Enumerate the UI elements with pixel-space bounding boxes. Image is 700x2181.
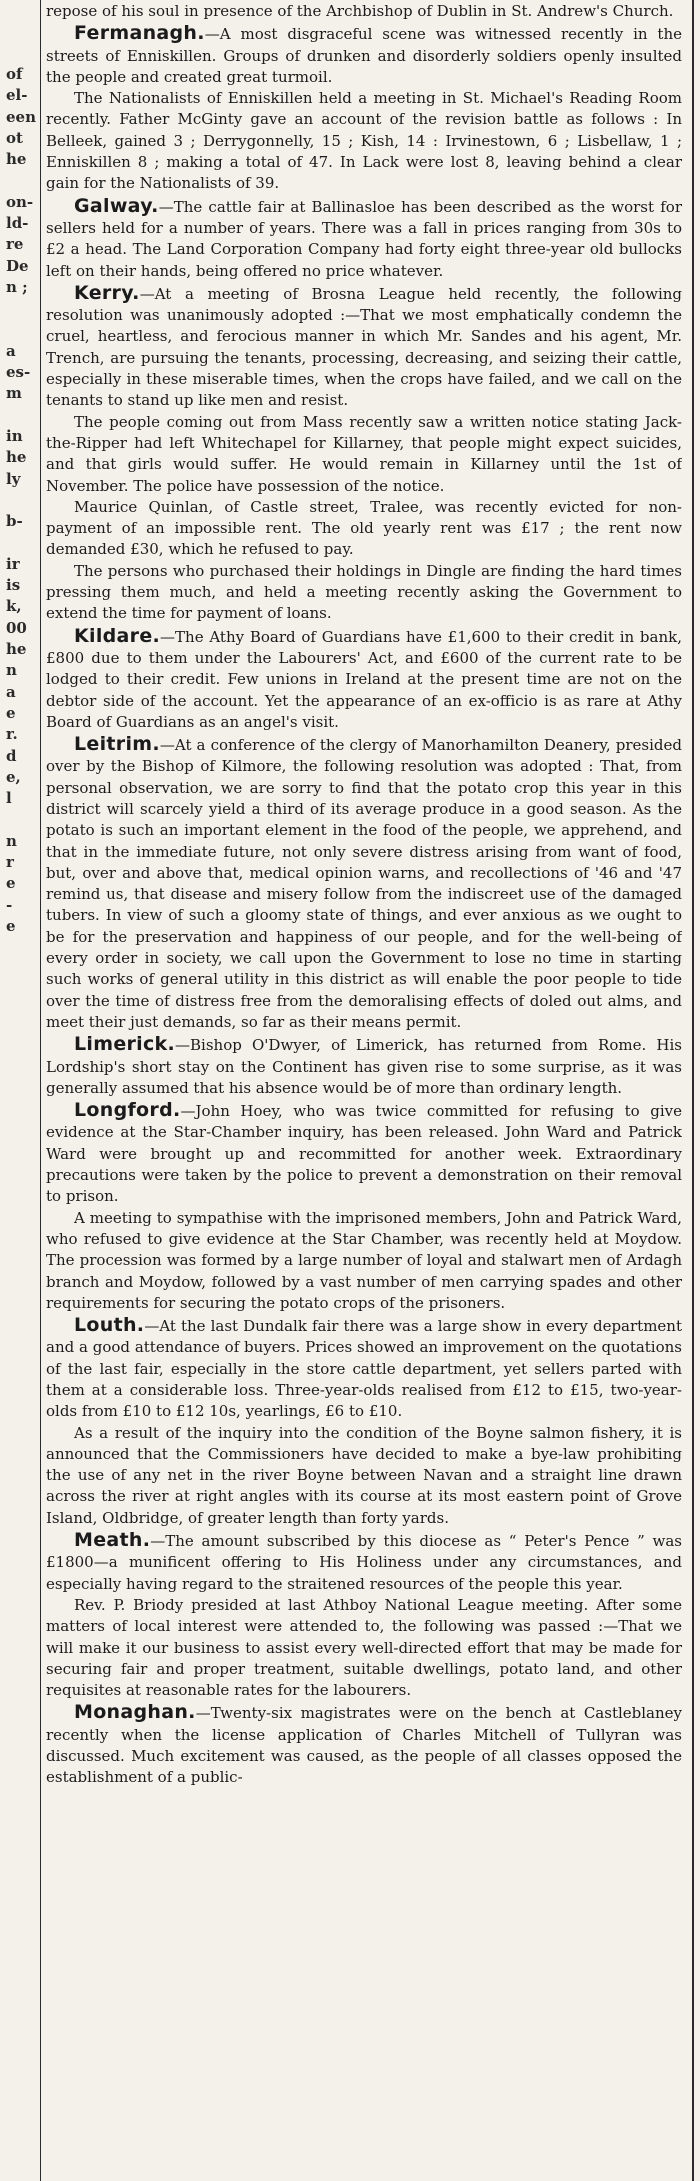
county-heading: Meath. — [74, 1529, 151, 1552]
news-column — [46, 0, 682, 2181]
news-paragraph — [46, 1595, 682, 1701]
margin-fragment: ld- — [6, 214, 29, 232]
paragraph-text: As a result of the inquiry into the condition of the Boyne salmon fishery, it is announced that the Commissioners have decided to make a bye-law prohibiting the use of any net in the river Boyne between Navan and a straight line drawn across the river at right angles with its course at its most eastern point of Grove Island, Oldbridge, of greater length than forty yards. — [46, 1423, 682, 1527]
news-paragraph — [46, 283, 682, 412]
county-heading: Longford. — [74, 1099, 181, 1122]
paragraph-text: Maurice Quinlan, of Castle street, Tralee, was recently evicted for non-payment of an impossible rent. The old yearly rent was £17 ; the rent now demanded £30, which he refused to pay. — [46, 497, 682, 559]
margin-fragment: e, — [6, 767, 21, 786]
paragraph-text: The people coming out from Mass recently saw a written notice stating Jack-the-Ripper had left Whitechapel for Killarney, that people might expect suicides, and that girls would suffer. He would remain in Killarney until the 1st of November. The police have possession of the notice. — [46, 412, 682, 495]
paragraph-text: —John Hoey, who was twice committed for refusing to give evidence at the Star-Chamber inquiry, has been released. John Ward and Patrick Ward were brought up and recommitted for another week. Extraordinary precautions were taken by the police to prevent a demonstration on their removal to prison. — [46, 1102, 682, 1206]
paragraph-text: —At a meeting of Brosna League held recently, the following resolution was unanimously adopted :—That we most emphatically condemn the cruel, heartless, and ferocious manner in which Mr. Sandes and his agent, Mr. Trench, are pursuing the tenants, processing, decreasing, and seizing their cattle, especially in these miserable times, when the crops have failed, and we call on the tenants to stand up like men and resist. — [46, 284, 682, 410]
margin-fragment: n — [6, 661, 17, 680]
news-paragraph — [46, 196, 682, 282]
margin-fragment: on- — [6, 192, 34, 211]
margin-fragment: he — [6, 150, 27, 169]
margin-fragment: he — [6, 640, 27, 658]
news-paragraph — [46, 1315, 682, 1422]
news-paragraph — [46, 1034, 682, 1099]
margin-fragment: a — [6, 682, 16, 701]
news-item — [46, 196, 682, 282]
news-item — [46, 1, 682, 22]
margin-fragment: 00 — [6, 618, 27, 637]
paragraph-text: —The cattle fair at Ballinasloe has been described as the worst for sellers held for a number of years. There was a fall in prices ranging from 30s to £2 a head. The Land Corporation Company had forty eight three-year old bullocks left on their hands, being offered no price whatever. — [46, 197, 682, 280]
news-paragraph — [46, 23, 682, 88]
news-paragraph — [46, 1, 682, 22]
paragraph-text: repose of his soul in presence of the Archbishop of Dublin in St. Andrew's Church. — [46, 2, 674, 20]
margin-fragment: el- — [6, 86, 28, 105]
county-heading: Kildare. — [74, 624, 161, 647]
margin-fragment: r — [6, 853, 14, 871]
margin-fragment: een — [6, 107, 36, 126]
county-heading: Kerry. — [74, 281, 140, 304]
margin-fragment: e — [6, 703, 16, 722]
margin-fragment: ir — [6, 554, 20, 573]
news-paragraph — [46, 626, 682, 733]
paragraph-text: —Bishop O'Dwyer, of Limerick, has returned from Rome. His Lordship's short stay on the Continent has given rise to some surprise, as it was generally assumed that his absence would be of more than ordinary length. — [46, 1036, 682, 1097]
margin-fragment: n — [6, 831, 17, 850]
paragraph-text: —A most disgraceful scene was witnessed recently in the streets of Enniskillen. Groups of drunken and disorderly soldiers openly insulted the people and created great turmoil. — [46, 25, 682, 86]
margin-fragment: of — [6, 64, 23, 83]
margin-fragment: ly — [6, 469, 21, 488]
margin-fragment: re — [6, 235, 24, 254]
news-paragraph — [46, 497, 682, 561]
margin-fragment: d — [6, 746, 17, 765]
news-paragraph — [46, 412, 682, 497]
news-item — [46, 283, 682, 625]
paragraph-text: Rev. P. Briody presided at last Athboy National League meeting. After some matters of local interest were attended to, the following was passed :—That we will make it our business to assist every well-directed effort that may be made for securing fair and proper treatment, suitable dwellings, potato land, and other requisites at reasonable rates for the labourers. — [46, 1595, 682, 1700]
news-paragraph — [46, 88, 682, 194]
news-paragraph — [46, 734, 682, 1033]
county-heading: Limerick. — [74, 1033, 176, 1056]
news-item — [46, 1702, 682, 1788]
paragraph-text: —At the last Dundalk fair there was a large show in every department and a good attendance of buyers. Prices showed an improvement on the quotations of the last fair, especially in the store cattle department, yet sellers parted with them at a considerable loss. Three-year-olds realised from £12 to £15, two-year-olds from £10 to £12 10s, yearlings, £6 to £10. — [46, 1317, 682, 1421]
paragraph-text: The persons who purchased their holdings in Dingle are finding the hard times pressing them much, and held a meeting recently asking the Government to extend the time for payment of loans. — [46, 561, 682, 623]
paragraph-text: A meeting to sympathise with the imprisoned members, John and Patrick Ward, who refused to give evidence at the Star Chamber, was recently held at Moydow. The procession was formed by a large number of loyal and stalwart men of Ardagh branch and Moydow, followed by a vast number of men carrying spades and other requirements for securing the potato crops of the prisoners. — [46, 1208, 682, 1312]
column-rule — [692, 0, 700, 2181]
margin-fragment: is — [6, 576, 21, 595]
news-paragraph — [46, 1100, 682, 1207]
news-item — [46, 1530, 682, 1701]
news-item — [46, 1034, 682, 1099]
county-heading: Galway. — [74, 194, 159, 217]
news-item — [46, 734, 682, 1033]
margin-fragment: m — [6, 384, 22, 403]
margin-fragment: a — [6, 341, 16, 360]
news-item — [46, 626, 682, 733]
margin-fragment: l — [6, 789, 12, 808]
margin-fragment: e — [6, 874, 16, 893]
county-heading: Fermanagh. — [74, 22, 205, 45]
paragraph-text: —The amount subscribed by this diocese as “ Peter's Pence ” was £1800—a munificent offering to His Holiness under any circumstances, and especially having regard to the straitened resources of the people this year. — [46, 1532, 682, 1593]
margin-fragment: e — [6, 916, 16, 935]
paragraph-text: —Twenty-six magistrates were on the bench at Castleblaney recently when the license application of Charles Mitchell of Tullyran was discussed. Much excitement was caused, as the people of all classes opposed the establishment of a public- — [46, 1704, 682, 1787]
margin-fragment: in — [6, 427, 23, 445]
adjacent-column-fragments — [0, 0, 41, 2181]
news-item — [46, 1100, 682, 1314]
county-heading: Monaghan. — [74, 1701, 196, 1724]
margin-fragment: - — [6, 895, 13, 914]
news-paragraph — [46, 1423, 682, 1529]
county-heading: Louth. — [74, 1314, 145, 1337]
margin-fragment: r. — [6, 725, 18, 744]
paragraph-text: The Nationalists of Enniskillen held a meeting in St. Michael's Reading Room recently. Father McGinty gave an account of the revision battle as follows : In Belleek, gained 3 ; Derrygonnelly, 15 ; Kish, 14 : Irvinestown, 6 ; Lisbellaw, 1 ; Enniskillen 8 ; making a total of 47. In Lack were lost 8, leaving behind a clear gain for the Nationalists of 39. — [46, 89, 682, 193]
margin-fragment: b- — [6, 512, 23, 531]
paragraph-text: —At a conference of the clergy of Manorhamilton Deanery, presided over by the Bishop of Kilmore, the following resolution was adopted : That, from personal observation, we are sorry to find that the potato crop this year in this district will scarcely yield a third of its average produce in a good season. As the potato is such an important element in the food of the people, we apprehend, and that in the immediate future, not only severe distress arising from want of food, but, over and above that, medical opinion warns, and recollections of '46 and '47 remind us, that disease and misery follow from the indiscreet use of the damaged tubers. In view of such a gloomy state of things, and ever anxious as we ought to be for the preservation and happiness of our people, and for the well-being of every order in society, we call upon the Government to lose no time in starting such works of general utility in this district as will enable the poor people to tide over the time of distress free from the demoralising effects of doled out alms, and meet their just demands, so far as their means permit. — [46, 736, 682, 1031]
margin-fragment: De — [6, 256, 29, 275]
margin-fragment: ot — [6, 128, 23, 147]
margin-fragment: es- — [6, 363, 31, 382]
county-heading: Leitrim. — [74, 733, 160, 756]
news-paragraph — [46, 561, 682, 625]
paragraph-text: —The Athy Board of Guardians have £1,600 to their credit in bank, £800 due to them under the Labourers' Act, and £600 of the current rate to be lodged to their credit. Few unions in Ireland at the present time are not on the debtor side of the account. Yet the appearance of an ex-officio is as rare at Athy Board of Guardians as an angel's visit. — [46, 627, 682, 731]
news-paragraph — [46, 1702, 682, 1788]
news-item — [46, 23, 682, 194]
news-paragraph — [46, 1530, 682, 1595]
margin-fragment: n ; — [6, 277, 28, 296]
margin-fragment: he — [6, 448, 27, 467]
news-item — [46, 1315, 682, 1529]
margin-fragment: k, — [6, 597, 22, 616]
news-paragraph — [46, 1208, 682, 1314]
